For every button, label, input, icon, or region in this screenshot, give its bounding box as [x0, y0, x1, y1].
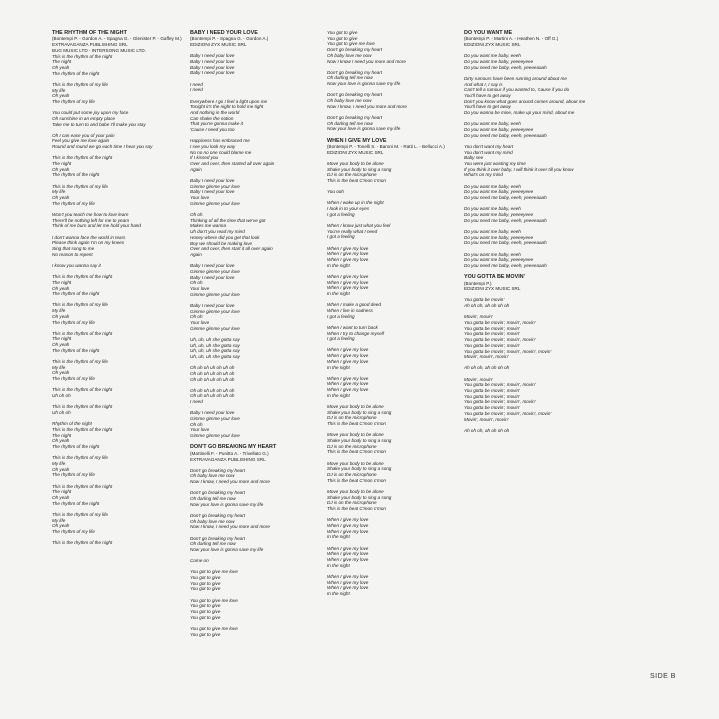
lyric-line: That you're gonna make it [190, 121, 243, 127]
lyric-line: You gotta be movin', movin', movin', movin' [464, 410, 552, 416]
lyric-line: Don't go breaking my heart [327, 114, 383, 120]
lyric-line: This is the rhythm of the night [52, 483, 113, 489]
lyric-line: There'll be nothing left for me to yearn [52, 217, 130, 223]
lyric-line: The rhythm of the night [52, 500, 100, 506]
lyric-line: You gotta be movin', movin' [464, 342, 520, 348]
lyric-line: This is the rhythm of the night [52, 53, 113, 59]
lyric-line: Do you need me baby, eeeh, yeeeeaaah [464, 64, 547, 70]
lyric-line: Oh yeah [52, 523, 70, 529]
lyric-line: The rhythm of my life [52, 528, 95, 534]
lyric-line: Can't tell a rumour if you wanted to, 'cause if you do [464, 87, 570, 93]
lyric-line: Uh, uh, uh she gotta say [190, 353, 240, 359]
lyric-line: Oh I can ease you of your pain [52, 132, 115, 138]
lyric-line: You were just wasting my time [464, 161, 526, 167]
lyric-line: Shake your body to sing a song [327, 494, 392, 500]
lyric-line: Baby I need your love [190, 59, 235, 65]
lyric-line: The night [52, 336, 72, 342]
lyric-line: You gotta be movin', movin' [464, 325, 520, 331]
lyric-line: Your love [190, 319, 210, 325]
lyric-line: Uh oh oh [52, 409, 71, 415]
lyric-line: No reason to repent [52, 251, 93, 257]
lyric-line: When I give my love [327, 353, 369, 359]
lyric-line: The night [52, 59, 72, 65]
lyric-line: You got to give [190, 603, 221, 609]
lyric-line: You gotta be movin', movin', movin' [464, 399, 536, 405]
lyric-line: You gotta be movin' [464, 297, 505, 303]
lyric-line: Gimme gimme your love [190, 183, 240, 189]
lyric-line: This is the beat C'mon c'mon [327, 421, 386, 427]
lyric-line: You got to give [190, 614, 221, 620]
lyric-line: 'Cause I need you too [190, 127, 235, 133]
lyric-line: The rhythm of the night [52, 347, 100, 353]
lyric-line: This is the beat C'mon c'mon [327, 449, 386, 455]
lyric-line: Move your body to be alone [327, 404, 384, 410]
lyric-line: When I give my love [327, 387, 369, 393]
song-title: WHEN I GIVE MY LOVE [327, 137, 387, 144]
lyric-line: I know you wanna say it [52, 262, 101, 268]
lyric-line: The night [52, 279, 72, 285]
lyric-line: Now I know, I need you more and more [190, 479, 270, 485]
lyric-line: Over and over, then start it all over again [190, 246, 273, 252]
lyric-line: You don't want my mind [464, 149, 513, 155]
lyric-line: Move your body to be alone [327, 460, 384, 466]
lyric-line: Oh darling tell me now [327, 75, 373, 81]
lyric-line: When I try to change myself [327, 330, 384, 336]
lyric-line: Can shake the notion [190, 115, 234, 121]
song-credit: EXTRAVAGANZA PUBLISHING SRL [190, 456, 266, 462]
lyric-line: This is the rhythm of my life [52, 455, 108, 461]
lyric-line: If I kissed you [190, 155, 219, 161]
lyric-line: Do you want me baby, eeeh [464, 183, 521, 189]
lyric-line: DJ is on the microphone [327, 415, 377, 421]
lyric-line: In the night [327, 534, 350, 540]
lyric-line: Oh darling tell me now [327, 120, 373, 126]
song-credit: EDIZIONI ZYX MUSIC SRL [190, 42, 247, 48]
lyric-line: Do you want me baby, yeeeeyeee [464, 189, 534, 195]
lyrics-column-4 [464, 30, 585, 433]
lyrics-column-2 [190, 30, 276, 637]
lyric-line: Uh, uh, uh she gotta say [190, 342, 240, 348]
lyric-line: You got to give me love [327, 41, 375, 47]
lyric-line: Do you want me baby, eeeh [464, 251, 521, 257]
lyric-line: Please think again I'm on my knees [52, 240, 125, 246]
lyric-line: When I wake up in the night [327, 200, 384, 206]
lyric-line: Do you want me baby, yeeeeyeee [464, 211, 534, 217]
lyric-line: Do you need me baby, eeeh, yeeeeaaah [464, 195, 547, 201]
lyric-line: You'll have to get away [464, 104, 511, 110]
lyric-line: This is the rhythm of my life [52, 81, 108, 87]
lyric-line: Thinking of all the time that we've got [190, 217, 266, 223]
lyric-line: Honey where did you get that look [190, 234, 260, 240]
lyric-line: Oh oh [190, 314, 203, 320]
lyric-line: You got to give me love [190, 625, 238, 631]
lyric-line: In the night [327, 364, 350, 370]
lyric-line: You got to give [190, 631, 221, 637]
lyric-line: When I give my love [327, 579, 369, 585]
lyric-line: Gimme gimme your love [190, 291, 240, 297]
lyric-line: DJ is on the microphone [327, 172, 377, 178]
lyric-line: You got to give [327, 30, 358, 35]
lyric-line: You could put some joy upon my face [52, 110, 129, 116]
lyric-line: Now I know I need you more and more [327, 58, 406, 64]
lyric-line: The rhythm of my life [52, 319, 95, 325]
song-credit: EDIZIONI ZYX MUSIC SRL [327, 149, 384, 155]
lyric-line: Do you want me baby, yeeeeyeee [464, 234, 534, 240]
lyric-line: You gotta be movin', movin' [464, 405, 520, 411]
lyric-line: Over and over, then started all over again [190, 161, 275, 167]
lyric-line: Now I know, I need you more and more [190, 524, 270, 530]
lyric-line: Now your love is gonna save my life [327, 126, 401, 132]
lyric-line: This is the rhythm of my life [52, 183, 108, 189]
lyric-line: Movin', movin' [464, 314, 493, 320]
lyric-line: Oh yeah [52, 166, 70, 172]
lyric-line: Move your body to be alone [327, 432, 384, 438]
lyric-line: You got to give [327, 35, 358, 41]
lyric-line: When I give my love [327, 273, 369, 279]
lyric-line: Move your body to be alone [327, 489, 384, 494]
lyric-line: Oh yeah [52, 494, 70, 500]
song-credit: (Martinelli F. - Punitto A. - Trivellato G.) [190, 450, 269, 456]
lyric-line: I got a feeling [327, 313, 355, 319]
lyric-line: Oh uh oh uh oh uh oh [190, 387, 235, 393]
lyric-line: Think of me burn and let me hold your hand [52, 223, 141, 229]
lyric-line: Do you wanna be mine, make up your mind, about me [464, 110, 575, 116]
lyric-line: Don't go breaking my heart [327, 92, 383, 98]
song-credit: (Bontempi P. - Martini A. - Heathen N. - Off G.) [464, 36, 559, 42]
lyric-line: I need [190, 81, 203, 87]
lyric-line: When I give my love [327, 528, 369, 534]
lyric-line: Don't go breaking my heart [190, 535, 246, 541]
lyric-line: Baby see [464, 155, 484, 161]
lyric-line: Sing that song to me [52, 246, 95, 251]
lyric-line: Baby I need your love [190, 189, 235, 195]
lyric-line: DJ is on the microphone [327, 443, 377, 449]
lyric-line: When I live in sadness [327, 307, 373, 313]
lyric-line: Your love [190, 285, 210, 291]
lyric-line: When I give my love [327, 279, 369, 285]
lyric-line: The rhythm of my life [52, 200, 95, 206]
lyric-line: Oh baby love me now [190, 518, 235, 524]
lyric-line: This is the beat C'mon c'mon [327, 506, 386, 512]
lyric-line: You got to give [190, 586, 221, 592]
lyric-line: You ooh [327, 189, 344, 195]
lyrics-column-1 [52, 30, 182, 546]
lyric-line: Baby I need your love [190, 263, 235, 269]
lyric-line: Oh uh oh uh oh uh oh [190, 365, 235, 371]
lyric-line: I got a feeling [327, 234, 355, 240]
lyric-line: Oh yeah [52, 195, 70, 201]
lyric-line: When I give my love [327, 573, 369, 579]
lyric-line: This is the beat C'mon c'mon [327, 477, 386, 483]
lyric-line: Ah oh oh, ah oh oh oh [464, 427, 510, 433]
lyric-line: Don't go breaking my heart [190, 467, 246, 473]
song-credit: BUG MUSIC LTD - INTERSONG MUSIC LTD. [52, 47, 147, 53]
lyric-line: Don't go breaking my heart [190, 490, 246, 496]
lyric-line: My life [52, 189, 66, 195]
lyric-line: Oh yeah [52, 285, 70, 291]
lyric-line: Shake your body to sing a song [327, 466, 392, 472]
lyric-line: Oh yeah [52, 93, 70, 99]
lyric-line: The rhythm of the night [52, 70, 100, 76]
lyric-line: Oh oh [190, 211, 203, 217]
song-credit: (Bontempi P. - Spagna G. - Gordon A.) [190, 36, 269, 42]
lyric-line: Oh baby love me now [327, 52, 372, 58]
lyric-line: This is the rhythm of my life [52, 511, 108, 517]
lyric-line: Oh yeah [52, 64, 70, 70]
lyric-line: If you think it over baby, I will think it over till you know [464, 166, 574, 172]
lyric-line: You gotta be movin', movin', movin' [464, 320, 536, 326]
song-credit: (Bontempi P.) [464, 280, 492, 286]
lyric-line: When I give my love [327, 557, 369, 563]
lyric-line: Dirty rumours have been running around about me [464, 75, 567, 81]
lyric-line: Oh yeah [52, 466, 70, 472]
lyric-line: When I give my love [327, 257, 369, 262]
lyric-line: Don't you know what goes around comes around, about me [464, 98, 586, 104]
lyric-line: When I give my love [327, 251, 369, 257]
lyric-line: My life [52, 364, 66, 370]
lyric-line: You gotta be movin', movin', movin', movin' [464, 348, 552, 354]
song-credit: EDIZIONI ZYX MUSIC SRL [464, 42, 521, 48]
lyric-line: The night [52, 432, 72, 438]
lyric-line: You're really what I need [327, 228, 378, 234]
lyric-line: Come on [190, 558, 209, 564]
lyric-line: When I give my love [327, 517, 369, 523]
lyric-line: Now your love is gonna save my life [327, 81, 401, 87]
lyric-line: In the night [327, 591, 350, 597]
song-credit: EXTRAVAGANZA PUBLISHING SRL [52, 42, 128, 48]
lyric-line: I need [190, 87, 203, 93]
lyric-line: Don't go breaking my heart [327, 69, 383, 75]
lyric-line: You gotta be movin', movin', movin' [464, 382, 536, 388]
lyric-line: Movin', movin', movin' [464, 354, 509, 360]
lyric-line: When I know just what you feel [327, 222, 391, 228]
lyric-line: The rhythm of my life [52, 376, 95, 382]
lyric-line: Baby I need your love [190, 274, 235, 280]
lyric-line: Do you need me baby, eeeh, yeeeeaaah [464, 132, 547, 138]
lyric-line: Do you want me baby, eeeh [464, 53, 521, 59]
lyric-line: You gotta be movin', movin' [464, 393, 520, 399]
song-title: THE RHYTHM OF THE NIGHT [52, 30, 127, 36]
lyric-line: Gimme gimme your love [190, 308, 240, 314]
lyric-line: Shake your body to sing a song [327, 438, 392, 444]
lyric-line: Do you need me baby, eeeh, yeeeeaaah [464, 217, 547, 223]
lyric-line: I got a feeling [327, 211, 355, 217]
song-title: DO YOU WANT ME [464, 30, 513, 36]
lyric-line: Do you need me baby, eeeh, yeeeeaaah [464, 240, 547, 246]
lyric-line: Rhythm of the night [52, 421, 92, 427]
lyric-line: You'll have to get away [464, 93, 511, 99]
lyric-line: My life [52, 460, 66, 466]
lyric-line: When I make a good deed [327, 302, 381, 308]
lyric-line: Oh yeah [52, 438, 70, 444]
lyric-line: When I give my love [327, 523, 369, 529]
lyric-line: Baby I need your love [190, 53, 235, 59]
lyric-line: Movin', movin' [464, 376, 493, 382]
lyric-line: I see you look my way [190, 143, 236, 149]
lyric-line: I look in to your eyes [327, 206, 370, 212]
lyric-line: Oh yeah [52, 370, 70, 376]
lyric-line: Do you want me baby, eeeh [464, 121, 521, 127]
song-title: YOU GOTTA BE MOVIN' [464, 274, 525, 281]
lyric-line: Uh don't you read my mind [190, 229, 245, 235]
lyric-line: This is the beat C'mon c'mon [327, 177, 386, 183]
lyric-line: Oh uh oh uh oh uh oh [190, 370, 235, 376]
lyric-line: Makes me wanna [190, 223, 227, 229]
lyric-line: This is the rhythm of the night [52, 274, 113, 280]
lyric-line: Gimme gimme your love [190, 416, 240, 422]
lyric-line: Boy we should be making love [190, 240, 253, 246]
lyric-line: What's on my mind [464, 172, 503, 178]
lyric-line: Again [190, 251, 202, 257]
lyric-line: In the night [327, 562, 350, 568]
song-credit: EDIZIONI ZYX MUSIC SRL [464, 286, 521, 292]
lyric-line: You gotta be movin', movin' [464, 331, 520, 337]
lyric-line: Oh darling tell me now [190, 541, 236, 547]
lyric-line: I don't wanna face the world in tears [52, 234, 126, 240]
lyric-line: Oh yeah [52, 313, 70, 319]
lyric-line: Now I know, I need you more and more [327, 103, 407, 109]
lyric-line: Don't go breaking my heart [327, 47, 383, 53]
lyric-line: In the night [327, 262, 350, 268]
lyric-line: This is the rhythm of the night [52, 387, 113, 393]
lyric-line: Do you want me baby, yeeeeyeee [464, 127, 534, 133]
lyric-line: Now your love is gonna save my life [190, 546, 264, 552]
lyric-line: Move your body to be alone [327, 160, 384, 166]
lyric-line: Do you want me baby, eeeh [464, 228, 521, 234]
lyric-line: Do you want me baby, yeeeeyeee [464, 257, 534, 263]
lyric-line: Oh oh [190, 421, 203, 427]
lyric-line: When I give my love [327, 545, 369, 551]
lyric-line: Uh, uh, uh she gotta say [190, 348, 240, 354]
lyric-line: Tonight it's the night to hold me tight [190, 104, 264, 110]
lyric-line: Gimme gimme your love [190, 433, 240, 439]
lyric-line: Baby I need your love [190, 410, 235, 416]
lyric-line: Movin', movin', movin' [464, 416, 509, 422]
lyric-line: Oh baby love me now [327, 98, 372, 104]
lyric-line: Feel you give me love again [52, 138, 110, 144]
lyric-line: DJ is on the microphone [327, 472, 377, 478]
lyric-line: When I give my love [327, 285, 369, 291]
lyric-line: Gimme gimme your love [190, 325, 240, 331]
lyric-line: You gotta be movin', movin', movin' [464, 337, 536, 343]
lyric-line: When I give my love [327, 358, 369, 364]
lyric-line: Oh baby love me now [190, 473, 235, 479]
lyric-line: The rhythm of the night [52, 291, 100, 297]
lyric-line: When I give my love [327, 551, 369, 557]
lyric-line: When I give my love [327, 347, 369, 353]
lyric-line: You gotta be movin', movin' [464, 388, 520, 394]
lyric-line: Oh oh [190, 280, 203, 286]
lyric-line: Shake your body to sing a song [327, 409, 392, 415]
lyric-line: This is the rhythm of my life [52, 359, 108, 365]
lyric-line: In the night [327, 392, 350, 398]
lyric-line: Oh darling tell me now [190, 496, 236, 502]
lyric-line: You got to give [190, 609, 221, 615]
lyric-line: Baby I need your love [190, 302, 235, 308]
song-credit: (Bontempi P. - Gordon A. - Spagna G. - Glenister P. - Gaffey M.) [52, 36, 182, 42]
lyric-line: When I give my love [327, 381, 369, 387]
lyric-line: Ah oh oh, ah oh oh oh [464, 303, 510, 309]
lyric-line: You got to give me love [190, 569, 238, 575]
lyric-line: Won't you teach me how to love learn [52, 211, 129, 217]
lyric-line: Everywhere I go I feel a light upon me [190, 98, 268, 104]
lyric-line: When I give my love [327, 585, 369, 591]
lyric-line: I got a feeling [327, 336, 355, 342]
lyric-line: The night [52, 161, 72, 167]
lyric-line: Uh, uh, uh she gotta say [190, 336, 240, 342]
lyric-line: Baby I need your love [190, 70, 235, 76]
lyric-line: My life [52, 87, 66, 93]
lyric-line: This is the rhythm of the night [52, 426, 113, 432]
lyric-line: Now your love is gonna save my life [190, 501, 264, 507]
song-title: DON'T GO BREAKING MY HEART [190, 444, 277, 451]
lyric-line: I need [190, 399, 203, 405]
song-credit: (Bontempi P. - Tonelli S. - Baroni M. - Ratti L. - Bellucci A.) [327, 143, 445, 149]
lyric-line: Again [190, 166, 202, 172]
lyric-line: Shake your body to sing a song [327, 166, 392, 172]
lyric-line: Do you need me baby, eeeh, yeeeeaaah [464, 262, 547, 268]
lyric-line: This is the rhythm of the night [52, 155, 113, 161]
lyric-line: This is the rhythm of the night [52, 330, 113, 336]
lyric-line: Don't go breaking my heart [190, 512, 246, 518]
lyric-line: When I give my love [327, 375, 369, 381]
lyric-line: DJ is on the microphone [327, 500, 377, 506]
lyric-line: The rhythm of my life [52, 98, 95, 104]
song-title: BABY I NEED YOUR LOVE [190, 30, 258, 36]
lyric-line: This is the rhythm of the night [52, 540, 113, 546]
side-label: SIDE B [650, 673, 676, 680]
lyric-line: Oh uh oh uh oh uh oh [190, 376, 235, 382]
lyric-line: Uh oh oh [52, 393, 71, 399]
lyric-line: Take me to turn to and babe I'll make you stay [52, 121, 146, 127]
lyric-line: You got to give [190, 580, 221, 586]
lyric-line: In the night [327, 291, 350, 297]
lyric-line: Gimme gimme your love [190, 268, 240, 274]
lyric-line: This is the rhythm of the night [52, 404, 113, 410]
lyric-line: Oh sunshine in an empty place [52, 115, 116, 121]
lyric-line: The night [52, 489, 72, 495]
lyric-line: Your love [190, 427, 210, 433]
lyric-line: Ah oh oh, ah oh oh oh [464, 365, 510, 371]
lyric-line: Round and round we go each time I hear you say [52, 144, 153, 150]
lyric-line: My life [52, 517, 66, 523]
lyric-line: When I give my love [327, 245, 369, 251]
lyric-line: When I want to turn back [327, 324, 378, 330]
lyric-line: Oh yeah [52, 342, 70, 348]
lyric-line: Oh uh oh uh oh uh oh [190, 393, 235, 399]
lyric-line: Baby I need your love [190, 64, 235, 70]
lyric-line: Baby I need your love [190, 177, 235, 183]
lyric-line: Do you want me baby, yeeeeyeee [464, 59, 534, 65]
lyric-line: No no no one could blame me [190, 149, 252, 155]
lyric-line: And nothing in the world [190, 109, 240, 115]
lyric-line: The rhythm of the night [52, 443, 100, 449]
lyric-line: This is the rhythm of my life [52, 302, 108, 308]
lyric-line: Your love [190, 195, 210, 201]
lyric-line: The rhythm of the night [52, 172, 100, 178]
lyric-line: You don't want my heart [464, 143, 514, 149]
lyric-line: Happiness has embraced me [190, 138, 250, 144]
lyric-line: My life [52, 308, 66, 314]
lyric-line: You got to give me love [190, 597, 238, 603]
lyric-line: And what I, I say is [464, 81, 503, 87]
lyrics-column-3 [327, 30, 445, 597]
lyric-line: The rhythm of my life [52, 472, 95, 478]
lyric-line: Do you want me baby, eeeh [464, 206, 521, 212]
lyric-line: You got to give [190, 575, 221, 581]
lyric-line: Gimme gimme your love [190, 200, 240, 206]
